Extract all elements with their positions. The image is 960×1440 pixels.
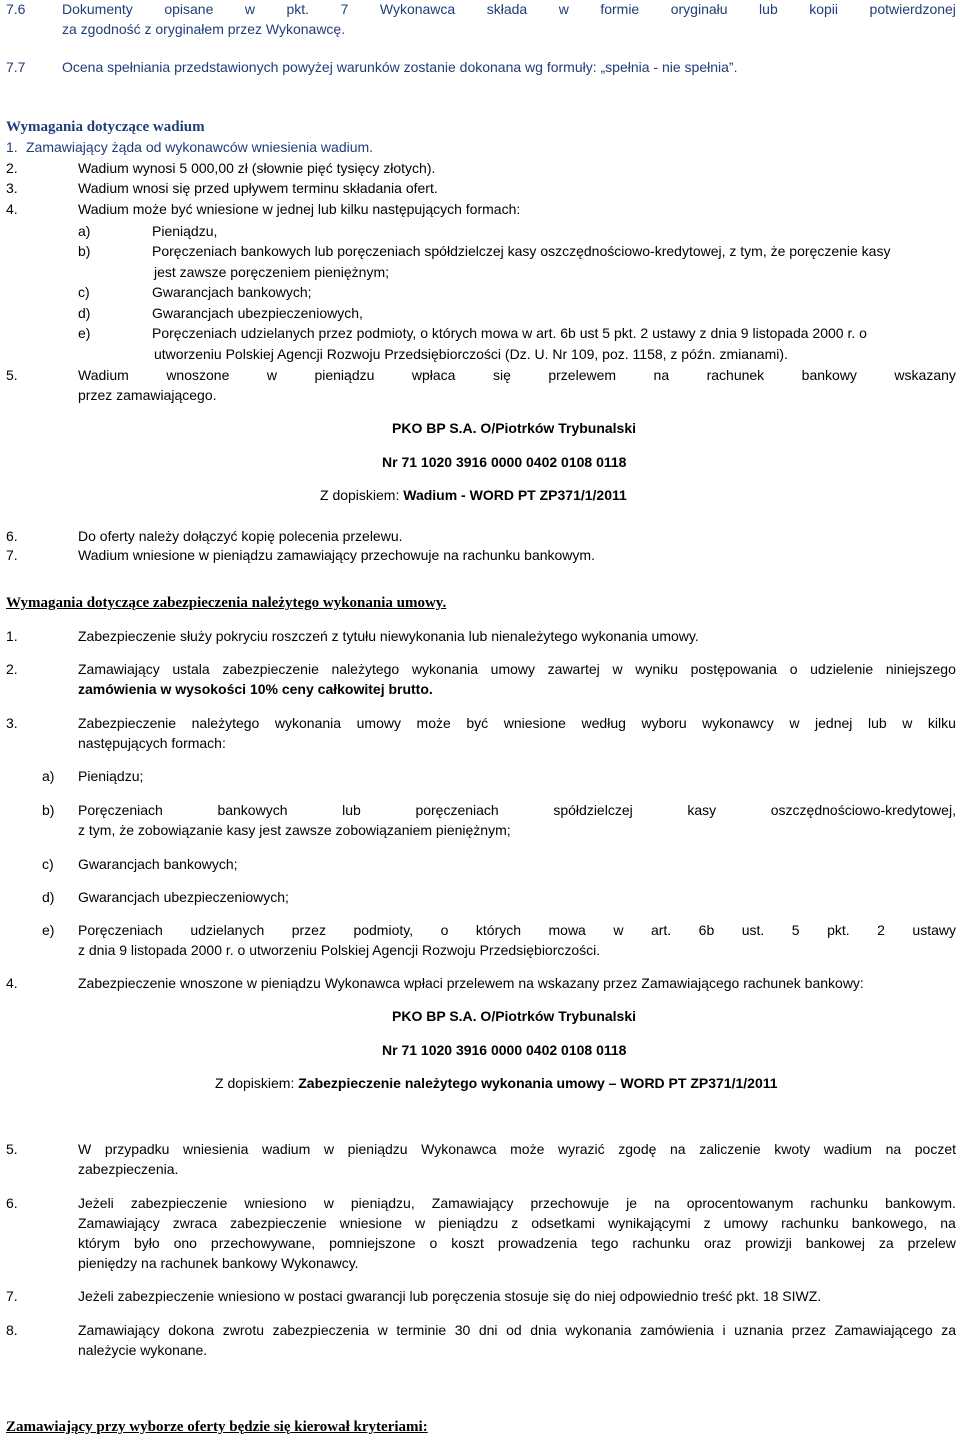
word: w — [612, 661, 623, 677]
word: zabezpieczenia — [272, 1322, 370, 1338]
word: zgodę — [618, 1141, 657, 1157]
word: od — [506, 1322, 522, 1338]
word: art. — [650, 922, 672, 938]
zab-note-value: Zabezpieczenie należytego wykonania umowy – WORD PT ZP371/1/2011 — [298, 1075, 778, 1091]
zab-item-6-line1 — [78, 1194, 956, 1212]
word: i — [722, 1322, 726, 1338]
word: lub — [342, 802, 361, 818]
zab-item-6-line3 — [78, 1234, 956, 1252]
zab-item-7-number: 7. — [6, 1288, 18, 1304]
wadium-form-c-letter: c) — [78, 284, 90, 300]
wadium-form-a-text: Pieniądzu, — [152, 223, 218, 239]
zab-form-b-continuation: z tym, że zobowiązanie kasy jest zawsze zobowiązaniem pieniężnym; — [78, 822, 511, 838]
wadium-transfer-note — [320, 486, 627, 504]
word: w — [323, 1195, 334, 1211]
word: ono — [173, 1235, 197, 1251]
word: kopii — [809, 1, 839, 17]
wadium-item-1-text: Zamawiający żąda od wykonawców wniesienia wadium. — [26, 139, 374, 155]
word: za — [941, 1322, 956, 1338]
point-7-6-number: 7.6 — [6, 1, 26, 17]
word: potwierdzonej — [869, 1, 956, 17]
word: Zamawiający — [78, 1322, 160, 1338]
word: zawartej — [547, 661, 600, 677]
word: wyniku — [635, 661, 678, 677]
word: kwoty — [774, 1141, 811, 1157]
word: o — [429, 1235, 438, 1251]
word: lub — [867, 715, 887, 731]
zab-item-5-number: 5. — [6, 1141, 18, 1157]
word: uznania — [734, 1322, 784, 1338]
word: formie — [600, 1, 640, 17]
word: rachunku — [632, 1235, 691, 1251]
word: prowizji — [745, 1235, 792, 1251]
word: wniesienia — [183, 1141, 249, 1157]
zab-form-a-letter: a) — [42, 768, 55, 784]
word: Zamawiający — [431, 1195, 514, 1211]
word: koszt — [451, 1235, 484, 1251]
word: podmioty, — [353, 922, 414, 938]
zab-item-8-line1 — [78, 1321, 956, 1339]
word: poręczeniach — [415, 802, 499, 818]
word: w — [377, 1322, 388, 1338]
word: ustala — [172, 661, 210, 677]
zab-item-6-line2 — [78, 1214, 956, 1232]
word: niniejszego — [885, 661, 956, 677]
wadium-form-a-letter: a) — [78, 223, 91, 239]
word: w — [244, 1, 255, 17]
wadium-form-b-text: Poręczeniach bankowych lub poręczeniach spółdzielczej kasy oszczędnościowo-kredytowej, z tym, że poręczenie kasy — [152, 243, 891, 259]
zab-item-3-line2: następujących formach: — [78, 735, 226, 751]
word: Wykonawca — [421, 1141, 497, 1157]
zab-form-e-continuation: z dnia 9 listopada 2000 r. o utworzeniu Polskiej Agencji Rozwoju Przedsiębiorczości. — [78, 942, 601, 958]
zab-item-6-line4: pieniędzy na rachunek bankowy Wykonawcy. — [78, 1255, 359, 1271]
criteria-heading: Zamawiający przy wyborze oferty będzie się kierował kryteriami: — [6, 1419, 428, 1435]
zab-form-b-line1 — [78, 801, 956, 819]
word: na — [670, 1141, 686, 1157]
word: lub — [759, 1, 778, 17]
word: wniesiono — [244, 1195, 307, 1211]
word: bankowej — [805, 1235, 865, 1251]
word: umowy — [356, 715, 401, 731]
word: być — [466, 715, 489, 731]
word: przez — [291, 922, 326, 938]
word: bankowych — [217, 802, 288, 818]
word: bankowym. — [885, 1195, 956, 1211]
wadium-item-5-number: 5. — [6, 367, 18, 383]
word: bankowy — [801, 367, 857, 383]
wadium-form-c-text: Gwarancjach bankowych; — [152, 284, 312, 300]
wadium-item-1-number: 1. — [6, 139, 18, 155]
zab-form-c-letter: c) — [42, 856, 54, 872]
word: wniesione — [503, 715, 566, 731]
point-7-7-number: 7.7 — [6, 59, 26, 75]
zab-item-1-number: 1. — [6, 628, 18, 644]
word: może — [416, 715, 451, 731]
wadium-item-3-text: Wadium wnosi się przed upływem terminu składania ofert. — [78, 180, 438, 196]
word: pkt. — [286, 1, 310, 17]
word: tego — [591, 1235, 619, 1251]
zab-item-1-text: Zabezpieczenie służy pokryciu roszczeń z tytułu niewykonania lub nienależytego wykonania umowy. — [78, 628, 699, 644]
word: według — [581, 715, 626, 731]
word: przechowuje — [530, 1195, 610, 1211]
word: Jeżeli — [78, 1195, 114, 1211]
word: należytego — [191, 715, 260, 731]
zab-item-4-number: 4. — [6, 975, 18, 991]
word: prowadzenia — [497, 1235, 578, 1251]
word: ust. — [741, 922, 765, 938]
zab-item-3-number: 3. — [6, 715, 18, 731]
word: odsetkami — [531, 1215, 596, 1231]
word: przelewem — [548, 367, 617, 383]
word: Wadium — [78, 367, 129, 383]
word: wnoszone — [166, 367, 230, 383]
word: Dokumenty — [62, 1, 133, 17]
word: zwrotu — [222, 1322, 264, 1338]
word: Poręczeniach — [78, 802, 163, 818]
word: o — [789, 661, 798, 677]
word: pieniądzu — [438, 1215, 499, 1231]
word: w — [613, 922, 624, 938]
word: się — [492, 367, 511, 383]
zab-item-8-line2: należycie wykonane. — [78, 1342, 208, 1358]
word: zaliczenie — [699, 1141, 761, 1157]
word: Wykonawca — [379, 1, 456, 17]
wadium-note-value: Wadium - WORD PT ZP371/1/2011 — [403, 487, 627, 503]
zab-item-2-bold: zamówienia w wysokości 10% ceny całkowitej brutto. — [78, 681, 433, 697]
word: w — [789, 715, 800, 731]
word: których — [475, 922, 522, 938]
word: wadium — [823, 1141, 872, 1157]
word: udzielanych — [190, 922, 265, 938]
word: o — [440, 922, 449, 938]
wadium-item-5-line1 — [78, 366, 956, 384]
zab-form-e-letter: e) — [42, 922, 55, 938]
zab-form-d-letter: d) — [42, 889, 55, 905]
word: umowy — [723, 1215, 769, 1231]
wadium-item-6-text: Do oferty należy dołączyć kopię polecenia przelewu. — [78, 528, 403, 544]
word: bankowego, — [851, 1215, 928, 1231]
wadium-heading: Wymagania dotyczące wadium — [6, 119, 205, 135]
wadium-item-5-line2: przez zamawiającego. — [78, 387, 217, 403]
word: rachunek — [706, 367, 765, 383]
zabezpieczenie-heading: Wymagania dotyczące zabezpieczenia należytego wykonania umowy. — [6, 595, 447, 611]
word: 7 — [340, 1, 349, 17]
word: w — [415, 1215, 426, 1231]
zab-bank-name: PKO BP S.A. O/Piotrków Trybunalski — [392, 1008, 637, 1024]
point-7-6-line1 — [62, 0, 956, 18]
word: zabezpieczenie — [230, 1215, 327, 1231]
word: na — [654, 1195, 670, 1211]
word: wpłaca — [411, 367, 456, 383]
word: z — [511, 1215, 519, 1231]
wadium-item-2-number: 2. — [6, 160, 18, 176]
wadium-bank-account: Nr 71 1020 3916 0000 0402 0108 0118 — [382, 454, 627, 470]
word: zwraca — [172, 1215, 218, 1231]
word: pkt. — [827, 922, 850, 938]
word: wynikającymi — [608, 1215, 691, 1231]
wadium-note-label: Z dopiskiem: — [320, 487, 400, 503]
word: na — [885, 1141, 902, 1157]
word: wyrazić — [557, 1141, 605, 1157]
zab-form-e-line1 — [78, 921, 956, 939]
word: Zamawiającego — [834, 1322, 933, 1338]
word: wskazany — [894, 367, 956, 383]
zab-form-d-text: Gwarancjach ubezpieczeniowych; — [78, 889, 289, 905]
point-7-7-text: Ocena spełniania przedstawionych powyżej warunków zostanie dokonana wg formuły: „spełnia - nie spełnia”. — [62, 59, 738, 75]
word: pieniądzu, — [350, 1195, 415, 1211]
word: ustawy — [912, 922, 956, 938]
zab-form-c-text: Gwarancjach bankowych; — [78, 856, 238, 872]
word: kilku — [927, 715, 956, 731]
word: kasy — [687, 802, 717, 818]
word: było — [133, 1235, 160, 1251]
zab-note-label: Z dopiskiem: — [215, 1075, 295, 1091]
word: umowy — [490, 661, 536, 677]
wadium-bank-name: PKO BP S.A. O/Piotrków Trybunalski — [392, 420, 637, 436]
word: oryginału — [670, 1, 728, 17]
word: za — [878, 1235, 894, 1251]
wadium-form-e-letter: e) — [78, 325, 91, 341]
zab-form-a-text: Pieniądzu; — [78, 768, 144, 784]
word: 30 — [454, 1322, 471, 1338]
word: w — [323, 1141, 334, 1157]
word: rachunku — [810, 1195, 869, 1211]
word: wykonania — [565, 1322, 632, 1338]
wadium-item-3-number: 3. — [6, 180, 18, 196]
word: oszczędnościowo-kredytowej, — [770, 802, 956, 818]
wadium-item-4-number: 4. — [6, 201, 18, 217]
word: poczet — [914, 1141, 956, 1157]
word: przypadku — [104, 1141, 170, 1157]
word: opisane — [164, 1, 214, 17]
word: wniesione — [339, 1215, 402, 1231]
word: wykonawcy — [702, 715, 774, 731]
word: może — [510, 1141, 545, 1157]
wadium-form-b-letter: b) — [78, 243, 91, 259]
wadium-item-4-text: Wadium może być wniesione w jednej lub kilku następujących formach: — [78, 201, 521, 217]
zab-item-2-line1 — [78, 660, 956, 678]
zab-item-8-number: 8. — [6, 1322, 18, 1338]
word: pieniądzu — [314, 367, 375, 383]
wadium-item-6-number: 6. — [6, 528, 18, 544]
wadium-item-2-text: Wadium wynosi 5 000,00 zł (słownie pięć tysięcy złotych). — [78, 160, 436, 176]
word: wyboru — [641, 715, 687, 731]
word: Poręczeniach — [78, 922, 163, 938]
zab-item-5-line2: zabezpieczenia. — [78, 1161, 179, 1177]
word: W — [78, 1141, 92, 1157]
word: oraz — [703, 1235, 732, 1251]
word: terminie — [396, 1322, 447, 1338]
zab-item-4-text: Zabezpieczenie wnoszone w pieniądzu Wykonawca wpłaci przelewem na wskazany przez Zamawiającego rachunek bankowy: — [78, 975, 864, 991]
word: je — [626, 1195, 638, 1211]
word: Zamawiający — [78, 1215, 160, 1231]
wadium-form-e-continuation: utworzeniu Polskiej Agencji Rozwoju Przedsiębiorczości (Dz. U. Nr 109, poz. 1158, z późn. zmianami). — [154, 346, 788, 362]
word: jednej — [815, 715, 853, 731]
wadium-item-7-number: 7. — [6, 547, 18, 563]
word: mowa — [548, 922, 586, 938]
word: spółdzielczej — [553, 802, 633, 818]
zab-item-5-line1 — [78, 1140, 956, 1158]
word: 2 — [877, 922, 885, 938]
zab-form-b-letter: b) — [42, 802, 55, 818]
point-7-6-line2: za zgodność z oryginałem przez Wykonawcę. — [62, 21, 346, 37]
wadium-form-d-letter: d) — [78, 305, 91, 321]
wadium-form-b-continuation: jest zawsze poręczeniem pieniężnym; — [154, 264, 389, 280]
zab-item-2-number: 2. — [6, 661, 18, 677]
word: pieniądzu — [347, 1141, 408, 1157]
zab-bank-account: Nr 71 1020 3916 0000 0402 0108 0118 — [382, 1042, 627, 1058]
word: z — [703, 1215, 711, 1231]
word: zamówienia — [639, 1322, 714, 1338]
word: Zamawiający — [78, 661, 160, 677]
wadium-form-d-text: Gwarancjach ubezpieczeniowych, — [152, 305, 363, 321]
word: dnia — [530, 1322, 557, 1338]
word: wykonania — [411, 661, 479, 677]
word: zabezpieczenie — [222, 661, 319, 677]
word: zabezpieczenie — [130, 1195, 228, 1211]
word: przez — [791, 1322, 826, 1338]
word: 5 — [791, 922, 800, 938]
zab-item-7-text: Jeżeli zabezpieczenie wniesiono w postaci gwarancji lub poręczenia stosuje się do niej odpowiednio treść pkt. 18 SIWZ. — [78, 1288, 822, 1304]
word: postępowania — [690, 661, 778, 677]
word: dokona — [168, 1322, 215, 1338]
word: w — [558, 1, 569, 17]
wadium-item-7-text: Wadium wniesione w pieniądzu zamawiający przechowuje na rachunku bankowym. — [78, 547, 595, 563]
word: na — [653, 367, 670, 383]
word: dni — [478, 1322, 498, 1338]
word: w — [902, 715, 913, 731]
word: na — [940, 1215, 956, 1231]
word: 6b — [698, 922, 715, 938]
word: którym — [78, 1235, 120, 1251]
word: w — [266, 367, 277, 383]
word: wykonania — [274, 715, 342, 731]
word: wadium — [262, 1141, 311, 1157]
word: pomniejszone — [329, 1235, 416, 1251]
word: Zabezpieczenie — [78, 715, 177, 731]
word: oprocentowanym — [686, 1195, 794, 1211]
wadium-form-e-text: Poręczeniach udzielanych przez podmioty, o których mowa w art. 6b ust 5 pkt. 2 ustawy z dnia 9 listopada 2000 r. o — [152, 325, 867, 341]
zab-transfer-note — [215, 1074, 778, 1092]
word: udzielenie — [810, 661, 874, 677]
word: należytego — [331, 661, 400, 677]
word: rachunku — [781, 1215, 839, 1231]
zab-item-6-number: 6. — [6, 1195, 18, 1211]
word: składa — [486, 1, 528, 17]
word: przechowywane, — [210, 1235, 316, 1251]
word: przelew — [907, 1235, 956, 1251]
zab-item-3-line1 — [78, 714, 956, 732]
